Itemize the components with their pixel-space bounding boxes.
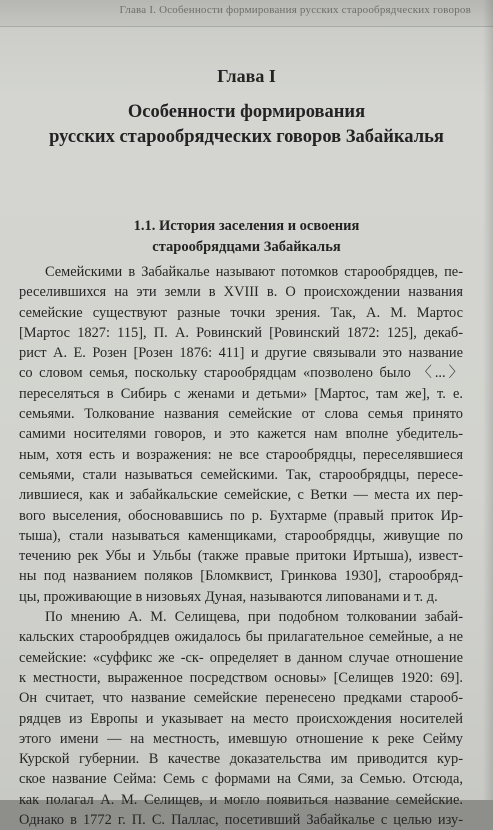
text-line: этого имени — на местность, имевшую отношение к реке Сейму (19, 730, 463, 747)
text-line: самими носителями говоров, и это кажется нам вполне убедитель- (19, 426, 463, 443)
page-gutter-shadow (483, 0, 493, 800)
text-line: ным, хотя есть и возражения: не все старообрядцы, переселявшиеся (19, 446, 463, 463)
text-line: ское название Сейма: Семь с формами на Сями, за Семью. Отсюда, (19, 771, 463, 788)
text-line: тыша), стали называться каменщиками, старообрядцы, живущие по (19, 527, 463, 544)
body-text (19, 262, 463, 830)
text-line: реселившихся на эти земли в XVIII в. О происхождении названия (19, 284, 463, 301)
chapter-title-line: русских старообрядческих говоров Забайкалья (49, 127, 444, 147)
section-heading-line: старообрядцами Забайкалья (152, 239, 341, 255)
text-line: По мнению А. М. Селищева, при подобном толковании забай- (45, 609, 463, 626)
chapter-title-line: Особенности формирования (127, 102, 366, 122)
text-line: семьями, стали называться семейскими. Так, старообрядцы, пересе- (19, 466, 463, 483)
previous-page-edge (0, 0, 493, 27)
text-line: семейские: «суффикс же -ск- определяет в данном случае отношение (19, 649, 463, 666)
text-line: Курской губернии. В качестве доказательства им приводится кур- (19, 751, 463, 768)
text-line: [Мартос 1827: 115], П. А. Ровинский [Ровинский 1872: 125], декаб- (19, 324, 463, 341)
text-line: к местности, выраженное посредством основы» [Селищев 1920: 69]. (19, 669, 463, 686)
text-line: течению рек Убы и Ульбы (также правые притоки Иртыша), извест- (19, 548, 463, 565)
text-line: Он считает, что название семейские перенесено предками старооб- (19, 690, 463, 707)
text-line: кальских старообрядцев ожидалось бы прилагательное семейные, а не (19, 629, 463, 646)
previous-page-text: Глава I. Особенности формирования русских старообрядческих говоров (119, 4, 471, 16)
text-line: переселяться в Сибирь с женами и детьми» [Мартос, там же], т. е. (19, 385, 463, 402)
text-line: рист А. Е. Розен [Розен 1876: 411] и другие связывали это название (19, 345, 463, 362)
text-line: вого выселения, обосновавшись по р. Бухтарме (правый приток Ир- (19, 507, 463, 524)
text-line: семьями. Толкование названия семейские от слова семья принято (19, 406, 463, 423)
section-heading-line: 1.1. История заселения и освоения (133, 218, 360, 234)
section-heading (0, 216, 493, 258)
text-line: лившиеся, как и забайкальские семейские, с Ветки — места их пер- (19, 487, 463, 504)
chapter-heading: Глава I (217, 66, 276, 86)
text-line: как полагал А. М. Селищев, и могло появиться название семейские. (19, 791, 463, 808)
text-line: семейские существуют разные точки зрения. Так, А. М. Мартос (19, 304, 463, 321)
text-line: со словом семья, поскольку старообрядцам «позволено было 〈...〉 (19, 365, 463, 382)
text-line: Однако в 1772 г. П. С. Паллас, посетивший Забайкалье с целью изу- (19, 812, 463, 829)
text-line: рядцев из Европы и указывает на место происхождения носителей (19, 710, 463, 727)
text-line: Семейскими в Забайкалье называют потомков старообрядцев, пе- (45, 264, 463, 280)
text-line: ны под названием поляков [Бломквист, Гринкова 1930], старообряд- (19, 568, 463, 585)
text-line: цы, проживающие в низовьях Дуная, называются липованами и т. д. (19, 588, 438, 605)
chapter-title (0, 100, 493, 150)
